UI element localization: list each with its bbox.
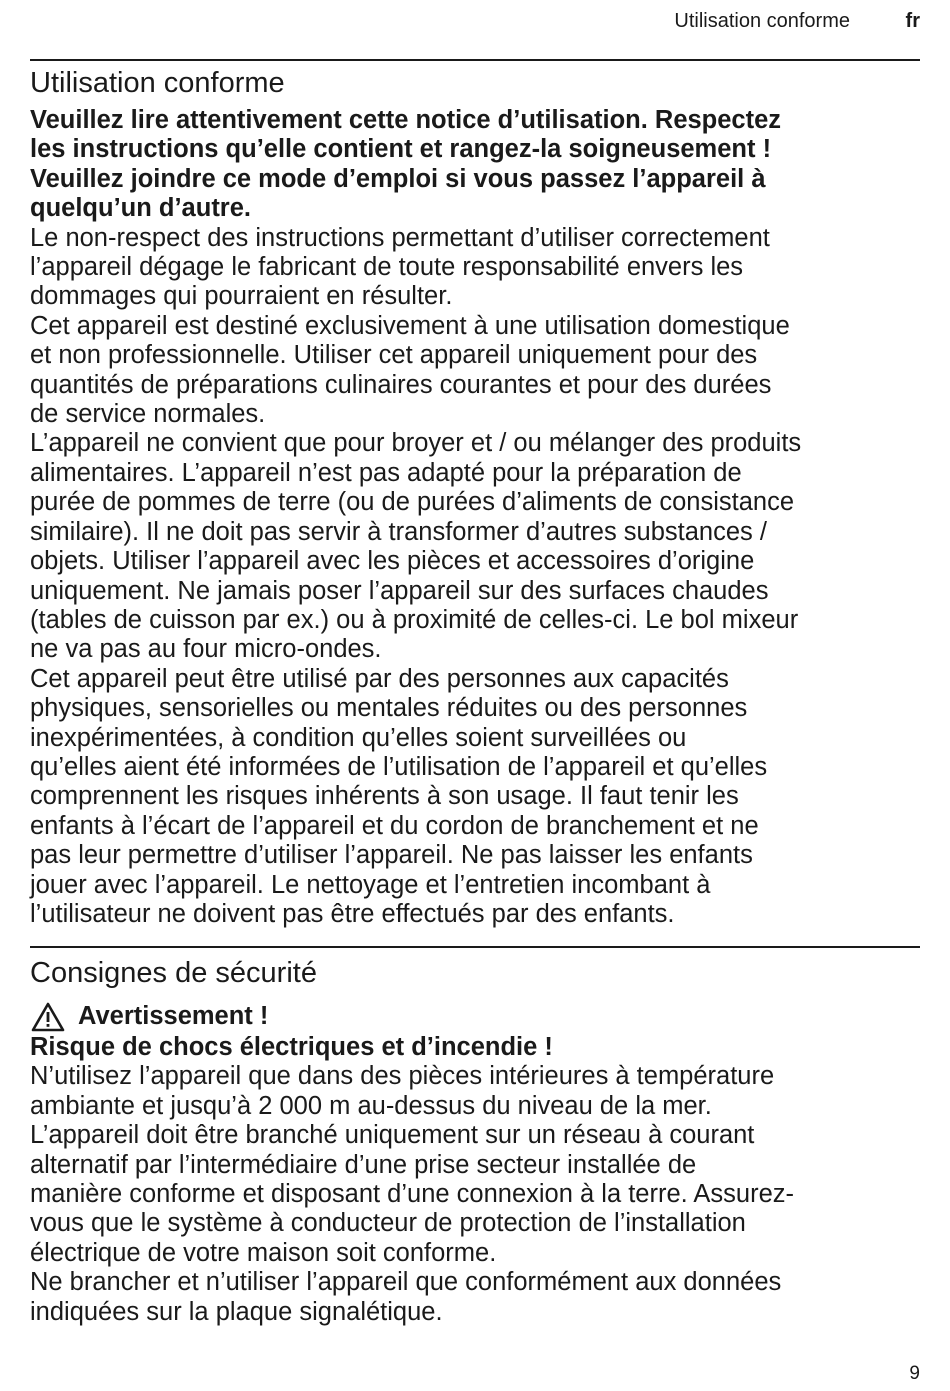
text-line: N’utilisez l’appareil que dans des pièces intérieures à température: [30, 1062, 775, 1091]
section-utilisation-body: [30, 106, 930, 929]
text-line: L’appareil doit être branché uniquement sur un réseau à courant: [30, 1121, 755, 1150]
text-line: L’appareil ne convient que pour broyer et / ou mélanger des produits: [30, 429, 802, 458]
section-divider: [30, 946, 920, 948]
running-header: [30, 8, 920, 34]
paragraph-indoor-use: [30, 1062, 930, 1121]
text-line: de service normales.: [30, 400, 266, 429]
text-line: ne va pas au four micro-ondes.: [30, 635, 382, 664]
text-line: ambiante et jusqu’à 2 000 m au-dessus du niveau de la mer.: [30, 1091, 712, 1120]
text-line: comprennent les risques inhérents à son usage. Il faut tenir les: [30, 782, 739, 811]
text-line: quantités de préparations culinaires courantes et pour des durées: [30, 370, 772, 399]
page-number: 9: [909, 1363, 920, 1384]
paragraph-domestic-use: [30, 312, 930, 430]
text-line: Veuillez lire attentivement cette notice d’utilisation. Respectez: [30, 106, 782, 134]
paragraph-rating-plate: [30, 1268, 930, 1327]
text-line: Cet appareil peut être utilisé par des personnes aux capacités: [30, 664, 729, 693]
text-line: vous que le système à conducteur de protection de l’installation: [30, 1209, 746, 1238]
paragraph-intended-purpose: [30, 429, 930, 664]
text-line: physiques, sensorielles ou mentales réduites ou des personnes: [30, 694, 748, 723]
text-line: similaire). Il ne doit pas servir à transformer d’autres substances /: [30, 517, 767, 546]
paragraph-liability: [30, 224, 930, 312]
warning-label: Avertissement !: [78, 1002, 269, 1031]
paragraph-users-children: [30, 665, 930, 930]
section-securite-body: [30, 1001, 930, 1327]
text-line: l’utilisateur ne doivent pas être effectués par des enfants.: [30, 899, 675, 928]
paragraph-grounding: [30, 1121, 930, 1268]
header-divider: [30, 59, 920, 61]
text-line: électrique de votre maison soit conforme.: [30, 1238, 497, 1267]
text-line: inexpérimentées, à condition qu’elles soient surveillées ou: [30, 723, 687, 752]
warning-heading: [30, 1001, 930, 1033]
text-line: quelqu’un d’autre.: [30, 194, 251, 223]
section-title-utilisation: Utilisation conforme: [30, 67, 285, 99]
text-line: jouer avec l’appareil. Le nettoyage et l’entretien incombant à: [30, 870, 711, 899]
text-line: indiquées sur la plaque signalétique.: [30, 1297, 443, 1326]
text-line: dommages qui pourraient en résulter.: [30, 282, 453, 311]
text-line: enfants à l’écart de l’appareil et du cordon de branchement et ne: [30, 811, 759, 840]
warning-triangle-icon: [30, 1001, 66, 1033]
text-line: alimentaires. L’appareil n’est pas adapté pour la préparation de: [30, 458, 742, 487]
language-code: fr: [905, 10, 920, 32]
text-line: les instructions qu’elle contient et rangez-la soigneusement !: [30, 135, 772, 164]
text-line: manière conforme et disposant d’une connexion à la terre. Assurez-: [30, 1180, 795, 1209]
text-line: et non professionnelle. Utiliser cet appareil uniquement pour des: [30, 341, 758, 370]
intro-bold-paragraph: [30, 106, 930, 224]
text-line: pas leur permettre d’utiliser l’appareil. Ne pas laisser les enfants: [30, 841, 753, 870]
text-line: qu’elles aient été informées de l’utilisation de l’appareil et qu’elles: [30, 752, 768, 781]
text-line: uniquement. Ne jamais poser l’appareil sur des surfaces chaudes: [30, 576, 769, 605]
section-title-securite: Consignes de sécurité: [30, 957, 317, 989]
text-line: alternatif par l’intermédiaire d’une prise secteur installée de: [30, 1150, 697, 1179]
text-line: Ne brancher et n’utiliser l’appareil que conformément aux données: [30, 1268, 782, 1297]
text-line: purée de pommes de terre (ou de purées d’aliments de consistance: [30, 488, 795, 517]
text-line: l’appareil dégage le fabricant de toute responsabilité envers les: [30, 253, 744, 282]
text-line: Le non-respect des instructions permettant d’utiliser correctement: [30, 223, 770, 252]
risk-title: Risque de chocs électriques et d’incendie !: [30, 1033, 553, 1061]
text-line: (tables de cuisson par ex.) ou à proximité de celles-ci. Le bol mixeur: [30, 605, 799, 634]
text-line: Cet appareil est destiné exclusivement à une utilisation domestique: [30, 311, 790, 340]
text-line: objets. Utiliser l’appareil avec les pièces et accessoires d’origine: [30, 547, 755, 576]
running-header-section-title: Utilisation conforme: [674, 10, 850, 32]
text-line: Veuillez joindre ce mode d’emploi si vous passez l’appareil à: [30, 164, 766, 193]
